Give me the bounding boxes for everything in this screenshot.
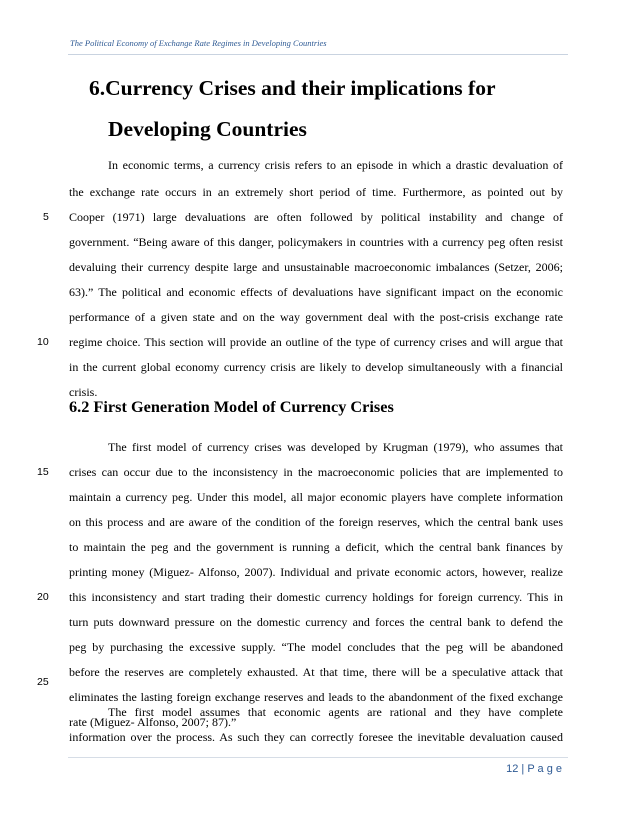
- line-number-20: 20: [37, 591, 49, 603]
- footer-rule: [68, 757, 568, 758]
- para1-line-6: 63).” The political and economic effects of devaluations have significant impact on the economic: [69, 285, 563, 299]
- page-number: 12 | P a g e: [506, 763, 562, 775]
- line-number-5: 5: [43, 211, 49, 223]
- para1-line-2: the exchange rate occurs in an extremely short period of time. Furthermore, as pointed out by: [69, 185, 563, 199]
- para2-line-4: on this process and are aware of the condition of the foreign reserves, which the central bank uses: [69, 515, 563, 529]
- para1-line-8: regime choice. This section will provide an outline of the type of currency crises and will argue that: [69, 335, 563, 349]
- line-number-25: 25: [37, 676, 49, 688]
- para1-line-3: Cooper (1971) large devaluations are often followed by political instability and change of: [69, 210, 563, 224]
- para2-line-11: eliminates the lasting foreign exchange reserves and leads to the abandonment of the fixed exchange: [69, 690, 563, 704]
- para2-line-5: to maintain the peg and the government is running a deficit, which the central bank finances by: [69, 540, 563, 554]
- para2-line-12: rate (Miguez- Alfonso, 2007; 87).”: [69, 715, 237, 729]
- para2-line-1: The first model of currency crises was developed by Krugman (1979), who assumes that: [108, 440, 563, 454]
- subsection-title: 6.2 First Generation Model of Currency Crises: [69, 397, 394, 416]
- para2-line-10: before the reserves are completely exhausted. At that time, there will be a speculative attack that: [69, 665, 563, 679]
- line-number-15: 15: [37, 466, 49, 478]
- para1-line-5: devaluing their currency despite large and unsustainable macroeconomic imbalances (Setzer, 2006;: [69, 260, 563, 274]
- para3-line-2: information over the process. As such they can correctly foresee the inevitable devaluation caused: [69, 730, 563, 744]
- para2-line-8: turn puts downward pressure on the domestic currency and forces the central bank to defend the: [69, 615, 563, 629]
- para2-line-9: peg by purchasing the excessive supply. “The model concludes that the peg will be abandoned: [69, 640, 563, 654]
- para2-line-7: this inconsistency and start trading their domestic currency holdings for foreign currency. This in: [69, 590, 563, 604]
- running-header: The Political Economy of Exchange Rate Regimes in Developing Countries: [70, 38, 327, 48]
- para1-line-4: government. “Being aware of this danger, policymakers in countries with a currency peg often resist: [69, 235, 563, 249]
- para1-line-10: crisis.: [69, 385, 98, 399]
- header-rule: [68, 54, 568, 55]
- section-title-line-1: 6.Currency Crises and their implications for: [89, 76, 496, 100]
- para1-line-1: In economic terms, a currency crisis refers to an episode in which a drastic devaluation of: [108, 158, 563, 172]
- section-title-line-2: Developing Countries: [108, 117, 307, 141]
- para2-line-2: crises can occur due to the inconsistency in the macroeconomic policies that are implemented to: [69, 465, 563, 479]
- para3-line-1: The first model assumes that economic agents are rational and they have complete: [108, 705, 563, 719]
- para2-line-3: maintain a currency peg. Under this model, all major economic players have complete information: [69, 490, 563, 504]
- line-number-10: 10: [37, 336, 49, 348]
- para1-line-9: in the current global economy currency crisis are likely to develop simultaneously with a financial: [69, 360, 563, 374]
- para1-line-7: performance of a given state and on the way government deal with the post-crisis exchange rate: [69, 310, 563, 324]
- para2-line-6: printing money (Miguez- Alfonso, 2007). Individual and private economic actors, however, realize: [69, 565, 563, 579]
